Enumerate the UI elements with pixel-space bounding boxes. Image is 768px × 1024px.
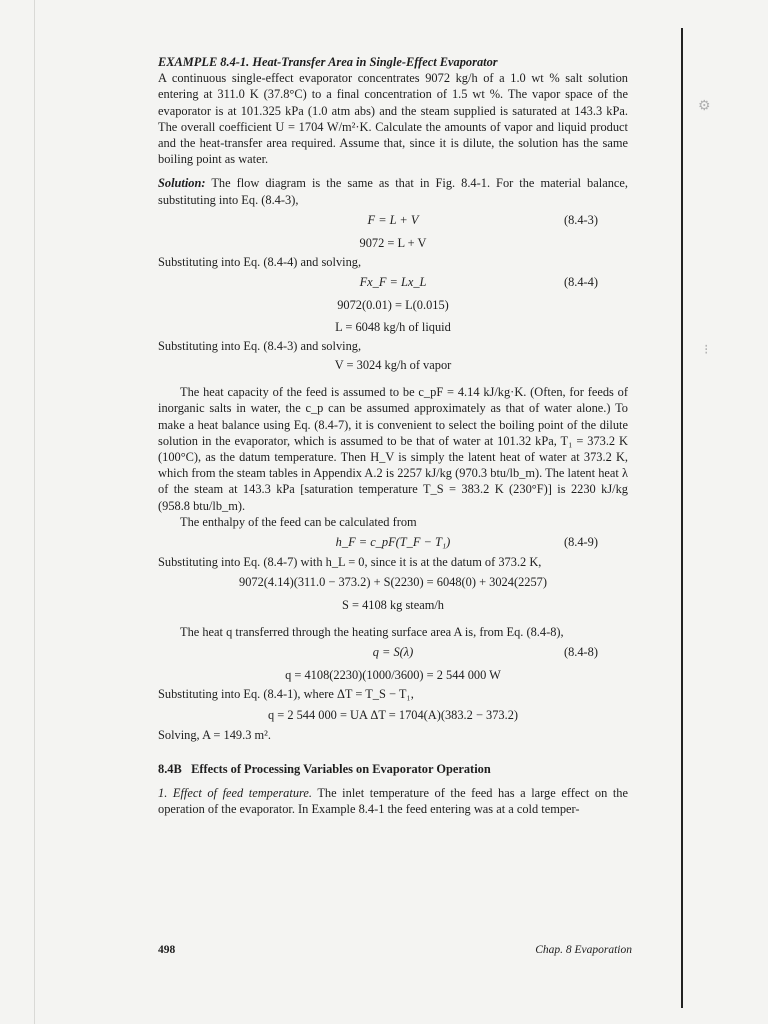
equation: Fx_F = Lx_L (359, 275, 427, 290)
solution-intro (158, 175, 628, 207)
paragraph: Substituting into Eq. (8.4-4) and solving, (158, 254, 362, 269)
equation: q = 4108(2230)(1000/3600) = 2 544 000 W (285, 668, 501, 683)
paragraph: Substituting into Eq. (8.4-3) and solving, (158, 339, 362, 354)
equation-row (158, 570, 628, 594)
example-title: EXAMPLE 8.4-1. Heat-Transfer Area in Single-Effect Evaporator (158, 55, 498, 69)
paragraph: The heat capacity of the feed is assumed to be c_pF = 4.14 kJ/kg·K. (Often, for feeds of inorganic salts in water, the c_p can be assumed approximately as that of water alone.) To make a heat balance using Eq. (8.4-7), it is convenient to select the boiling point of the dilute solution in the evaporator, which is assumed to be that of water at 101.32 kPa, T₁ = 373.2 K (100°C), as the datum temperature. Then H_V is simply the latent heat of water at 373.2 K, which from the steam tables in Appendix A.2 is 2257 kJ/kg (970.3 btu/lb_m). The latent heat λ of the steam at 143.3 kPa [saturation temperature T_S = 383.2 K (230°F)] is 2230 kJ/kg (958.8 btu/lb_m). (158, 385, 628, 513)
binding-rule (681, 28, 683, 1008)
equation: h_F = c_pF(T_F − T₁) (335, 535, 451, 550)
paragraph: Solving, A = 149.3 m². (158, 727, 271, 742)
subsection-text: The inlet temperature of the feed has a large effect on the operation of the evaporator. In Example 8.4-1 the feed entering was at a cold temper- (158, 786, 628, 817)
equation: L = 6048 kg/h of liquid (335, 320, 451, 335)
equation-number: (8.4-9) (563, 535, 598, 550)
equation-number: (8.4-8) (563, 645, 598, 660)
equation-row (158, 530, 628, 554)
section-number: 8.4B (158, 761, 182, 776)
equation-row (158, 270, 628, 294)
solution-label: Solution: (158, 176, 206, 191)
solution-intro-text: The flow diagram is the same as that in Fig. 8.4-1. For the material balance, substituting into Eq. (8.4-3), (158, 176, 628, 207)
equation-row (158, 208, 628, 232)
equation-row (158, 703, 628, 727)
equation: q = S(λ) (372, 645, 414, 660)
page-number: 498 (158, 944, 176, 956)
equation-number: (8.4-3) (563, 212, 598, 227)
equation: S = 4108 kg steam/h (342, 598, 444, 613)
equation-row (158, 594, 628, 616)
subsection-label: 1. Effect of feed temperature. (158, 786, 312, 801)
page-body (158, 54, 628, 817)
page-footer (158, 944, 632, 956)
equation-row (158, 664, 628, 686)
subsection-paragraph (158, 785, 628, 817)
section-heading (158, 761, 628, 777)
equation: 9072 = L + V (359, 235, 427, 250)
equation: 9072(0.01) = L(0.015) (337, 298, 449, 313)
section-title: Effects of Processing Variables on Evaporator Operation (191, 761, 491, 776)
scan-mark: ⚙ (698, 99, 711, 114)
paragraph: The heat q transferred through the heating surface area A is, from Eq. (8.4-8), (180, 625, 564, 640)
equation-row (158, 316, 628, 338)
equation-row (158, 232, 628, 254)
equation: 9072(4.14)(311.0 − 373.2) + S(2230) = 6048(0) + 3024(2257) (239, 575, 547, 590)
paragraph: The enthalpy of the feed can be calculated from (180, 514, 417, 529)
paragraph: Substituting into Eq. (8.4-1), where ΔT = T_S − T₁, (158, 687, 414, 702)
equation-row (158, 354, 628, 376)
equation-number: (8.4-4) (563, 275, 598, 290)
chapter-label: Chap. 8 Evaporation (535, 944, 632, 956)
scan-mark: ⁝ (704, 343, 709, 358)
equation: V = 3024 kg/h of vapor (334, 358, 452, 373)
page-edge-line (34, 0, 35, 1024)
example-body: A continuous single-effect evaporator concentrates 9072 kg/h of a 1.0 wt % salt solution entering at 311.0 K (37.8°C) to a final concentration of 1.5 wt %. The vapor space of the evaporator is at 101.325 kPa (1.0 atm abs) and the steam supplied is saturated at 143.3 kPa. The overall coefficient U = 1704 W/m²·K. Calculate the amounts of vapor and liquid product and the heat-transfer area required. Assume that, since it is dilute, the solution has the same boiling point as water. (158, 71, 628, 167)
paragraph: Substituting into Eq. (8.4-7) with h_L = 0, since it is at the datum of 373.2 K, (158, 555, 542, 570)
equation-row (158, 640, 628, 664)
equation: F = L + V (367, 212, 419, 227)
equation: q = 2 544 000 = UA ΔT = 1704(A)(383.2 − 373.2) (267, 707, 519, 722)
equation-row (158, 294, 628, 316)
